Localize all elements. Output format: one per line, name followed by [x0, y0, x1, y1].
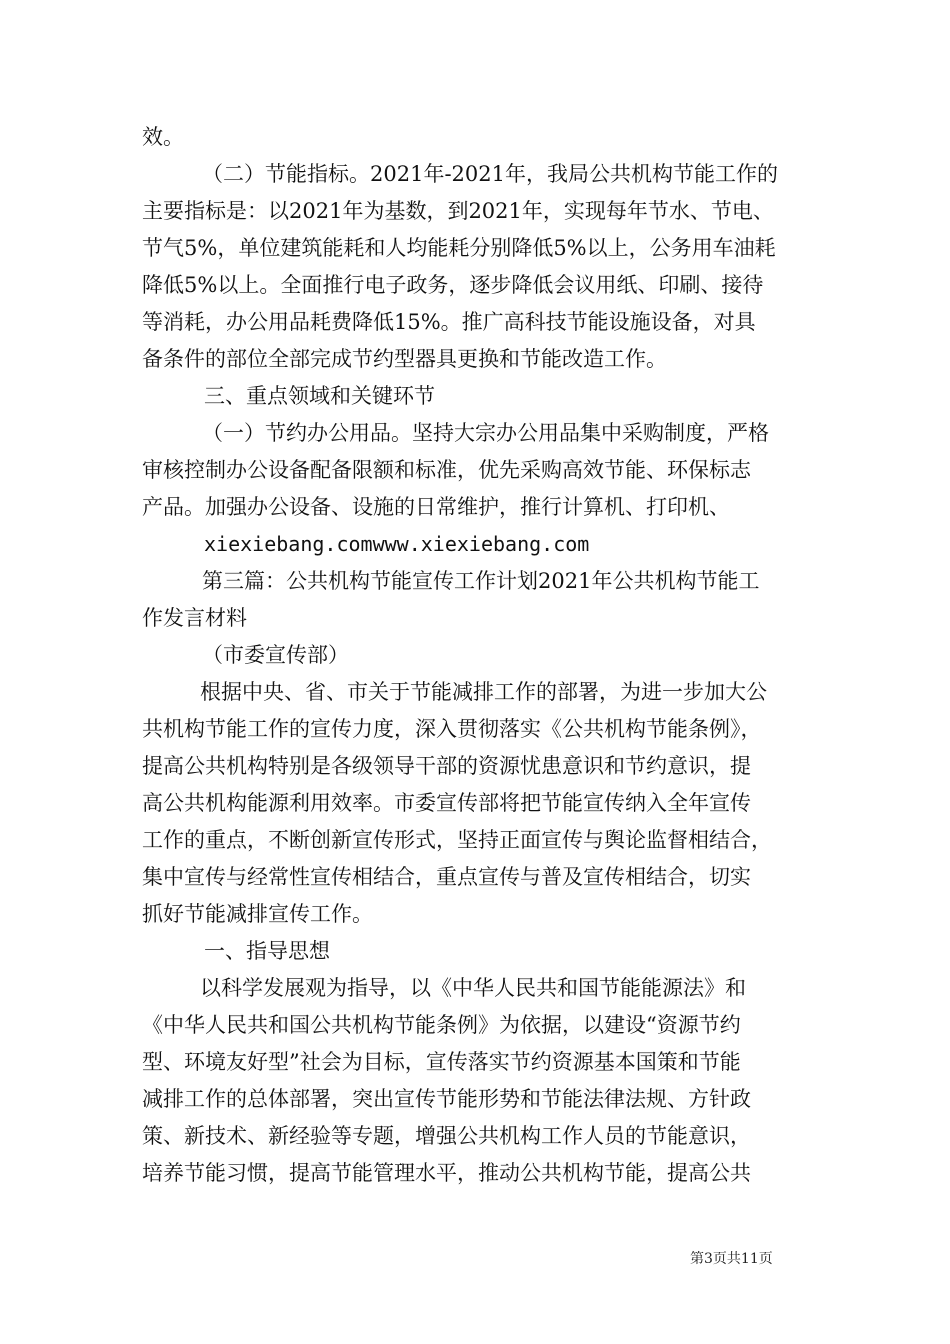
- text-line: 等消耗，办公用品耗费降低15%。推广高科技节能设施设备，对具: [142, 310, 756, 334]
- text-line: （一）节约办公用品。坚持大宗办公用品集中采购制度，严格: [202, 421, 769, 445]
- text-line: 效。: [142, 125, 184, 149]
- text-line: 高公共机构能源利用效率。市委宣传部将把节能宣传纳入全年宣传: [142, 791, 751, 815]
- text-line: 型、环境友好型”社会为目标，宣传落实节约资源基本国策和节能: [142, 1050, 741, 1074]
- text-line: 减排工作的总体部署，突出宣传节能形势和节能法律法规、方针政: [142, 1087, 751, 1111]
- text-line: 工作的重点，不断创新宣传形式，坚持正面宣传与舆论监督相结合，: [142, 828, 772, 852]
- text-line: 根据中央、省、市关于节能减排工作的部署，为进一步加大公: [200, 680, 767, 704]
- author-department: （市委宣传部）: [202, 643, 349, 667]
- text-line: 降低5%以上。全面推行电子政务，逐步降低会议用纸、印刷、接待: [142, 273, 764, 297]
- text-line: 共机构节能工作的宣传力度，深入贯彻落实《公共机构节能条例》，: [142, 717, 762, 741]
- section-heading: 一、指导思想: [204, 939, 330, 963]
- text-line: 备条件的部位全部完成节约型器具更换和节能改造工作。: [142, 347, 667, 371]
- text-line: 产品。加强办公设备、设施的日常维护，推行计算机、打印机、: [142, 495, 730, 519]
- document-body: [142, 119, 812, 1192]
- text-line: 以科学发展观为指导，以《中华人民共和国节能能源法》和: [200, 976, 746, 1000]
- text-line: 策、新技术、新经验等专题，增强公共机构工作人员的节能意识，: [142, 1124, 751, 1148]
- page-number: 第3页共11页: [690, 1251, 773, 1267]
- text-line: 审核控制办公设备配备限额和标准，优先采购高效节能、环保标志: [142, 458, 751, 482]
- text-line: 《中华人民共和国公共机构节能条例》为依据，以建设“资源节约: [142, 1013, 741, 1037]
- text-line: 集中宣传与经常性宣传相结合，重点宣传与普及宣传相结合，切实: [142, 865, 751, 889]
- text-line: 提高公共机构特别是各级领导干部的资源忧患意识和节约意识，提: [142, 754, 751, 778]
- text-line: （二）节能指标。2021年-2021年，我局公共机构节能工作的: [202, 162, 778, 186]
- text-line: 节气5%，单位建筑能耗和人均能耗分别降低5%以上，公务用车油耗: [142, 236, 776, 260]
- text-line: 主要指标是：以2021年为基数，到2021年，实现每年节水、节电、: [142, 199, 774, 223]
- watermark-url-text: xiexiebang.comwww.xiexiebang.com: [204, 532, 590, 556]
- section-heading: 三、重点领域和关键环节: [204, 384, 435, 408]
- text-line: 抓好节能减排宣传工作。: [142, 902, 373, 926]
- text-line: 培养节能习惯，提高节能管理水平，推动公共机构节能，提高公共: [142, 1161, 751, 1185]
- chapter-title-continued: 作发言材料: [142, 606, 247, 630]
- chapter-title: 第三篇：公共机构节能宣传工作计划2021年公共机构节能工: [202, 569, 760, 593]
